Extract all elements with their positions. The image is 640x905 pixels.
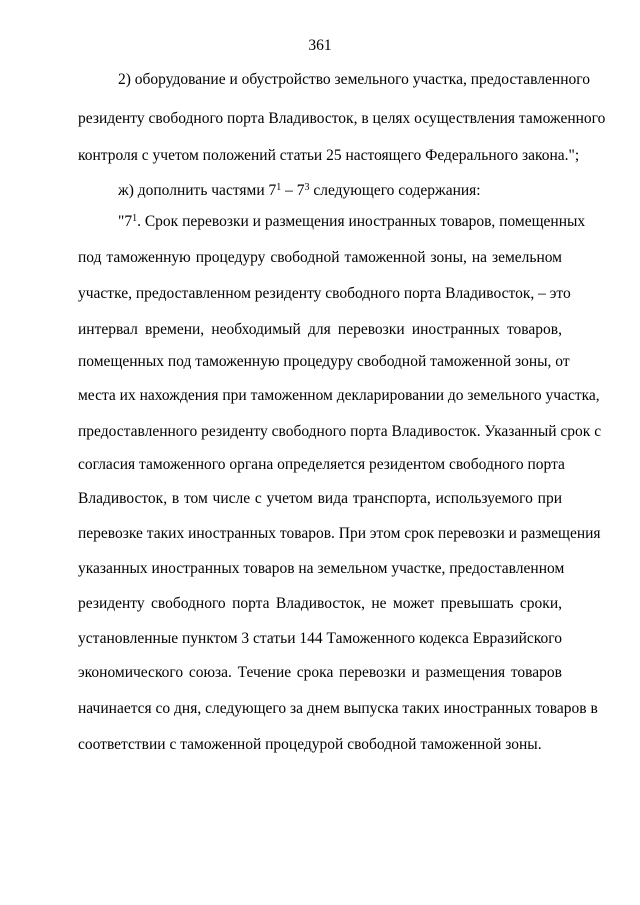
paragraph-2-suffix: следующего содержания: <box>309 182 481 199</box>
paragraph-2 <box>118 181 481 201</box>
paragraph-2-sup-2: 3 <box>304 182 310 193</box>
paragraph-3-line-8: согласия таможенного органа определяется резидентом свободного порта <box>78 456 565 473</box>
paragraph-3-line-12: резиденту свободного порта Владивосток, не может превышать сроки, <box>78 595 562 612</box>
paragraph-3-prefix: "7 <box>118 213 133 230</box>
paragraph-2-middle: – 7 <box>281 182 305 199</box>
paragraph-3-line-13: установленные пунктом 3 статьи 144 Таможенного кодекса Евразийского <box>78 630 562 647</box>
paragraph-3-line-15: начинается со дня, следующего за днем выпуска таких иностранных товаров в <box>78 700 598 717</box>
page-number: 361 <box>308 37 332 54</box>
paragraph-3-line-2: под таможенную процедуру свободной таможенной зоны, на земельном <box>78 249 562 266</box>
paragraph-1-line-3: контроля с учетом положений статьи 25 настоящего Федерального закона."; <box>78 147 580 164</box>
paragraph-1-line-2: резиденту свободного порта Владивосток, в целях осуществления таможенного <box>78 110 606 127</box>
paragraph-3-line-6: места их нахождения при таможенном декларировании до земельного участка, <box>78 387 600 404</box>
paragraph-3-line-11: указанных иностранных товаров на земельном участке, предоставленном <box>78 560 565 577</box>
paragraph-3-line-5: помещенных под таможенную процедуру свободной таможенной зоны, от <box>78 353 570 370</box>
paragraph-3-line-14: экономического союза. Течение срока перевозки и размещения товаров <box>78 664 562 681</box>
paragraph-3-line-3: участке, предоставленном резиденту свободного порта Владивосток, – это <box>78 285 571 302</box>
paragraph-3-first-rest: . Срок перевозки и размещения иностранных товаров, помещенных <box>137 213 586 230</box>
paragraph-3-sup: 1 <box>132 213 138 224</box>
paragraph-3-line-4: интервал времени, необходимый для перевозки иностранных товаров, <box>78 321 562 338</box>
paragraph-3-line-9: Владивосток, в том числе с учетом вида транспорта, используемого при <box>78 490 562 507</box>
paragraph-3-line-1 <box>118 212 586 232</box>
paragraph-3-line-10: перевозке таких иностранных товаров. При этом срок перевозки и размещения <box>78 525 601 542</box>
paragraph-3-line-16: соответствии с таможенной процедурой свободной таможенной зоны. <box>78 736 542 753</box>
paragraph-2-prefix: ж) дополнить частями 7 <box>118 182 277 199</box>
paragraph-3-line-7: предоставленного резиденту свободного порта Владивосток. Указанный срок с <box>78 423 602 440</box>
paragraph-2-sup-1: 1 <box>276 182 282 193</box>
paragraph-1-line-1: 2) оборудование и обустройство земельного участка, предоставленного <box>118 71 590 88</box>
